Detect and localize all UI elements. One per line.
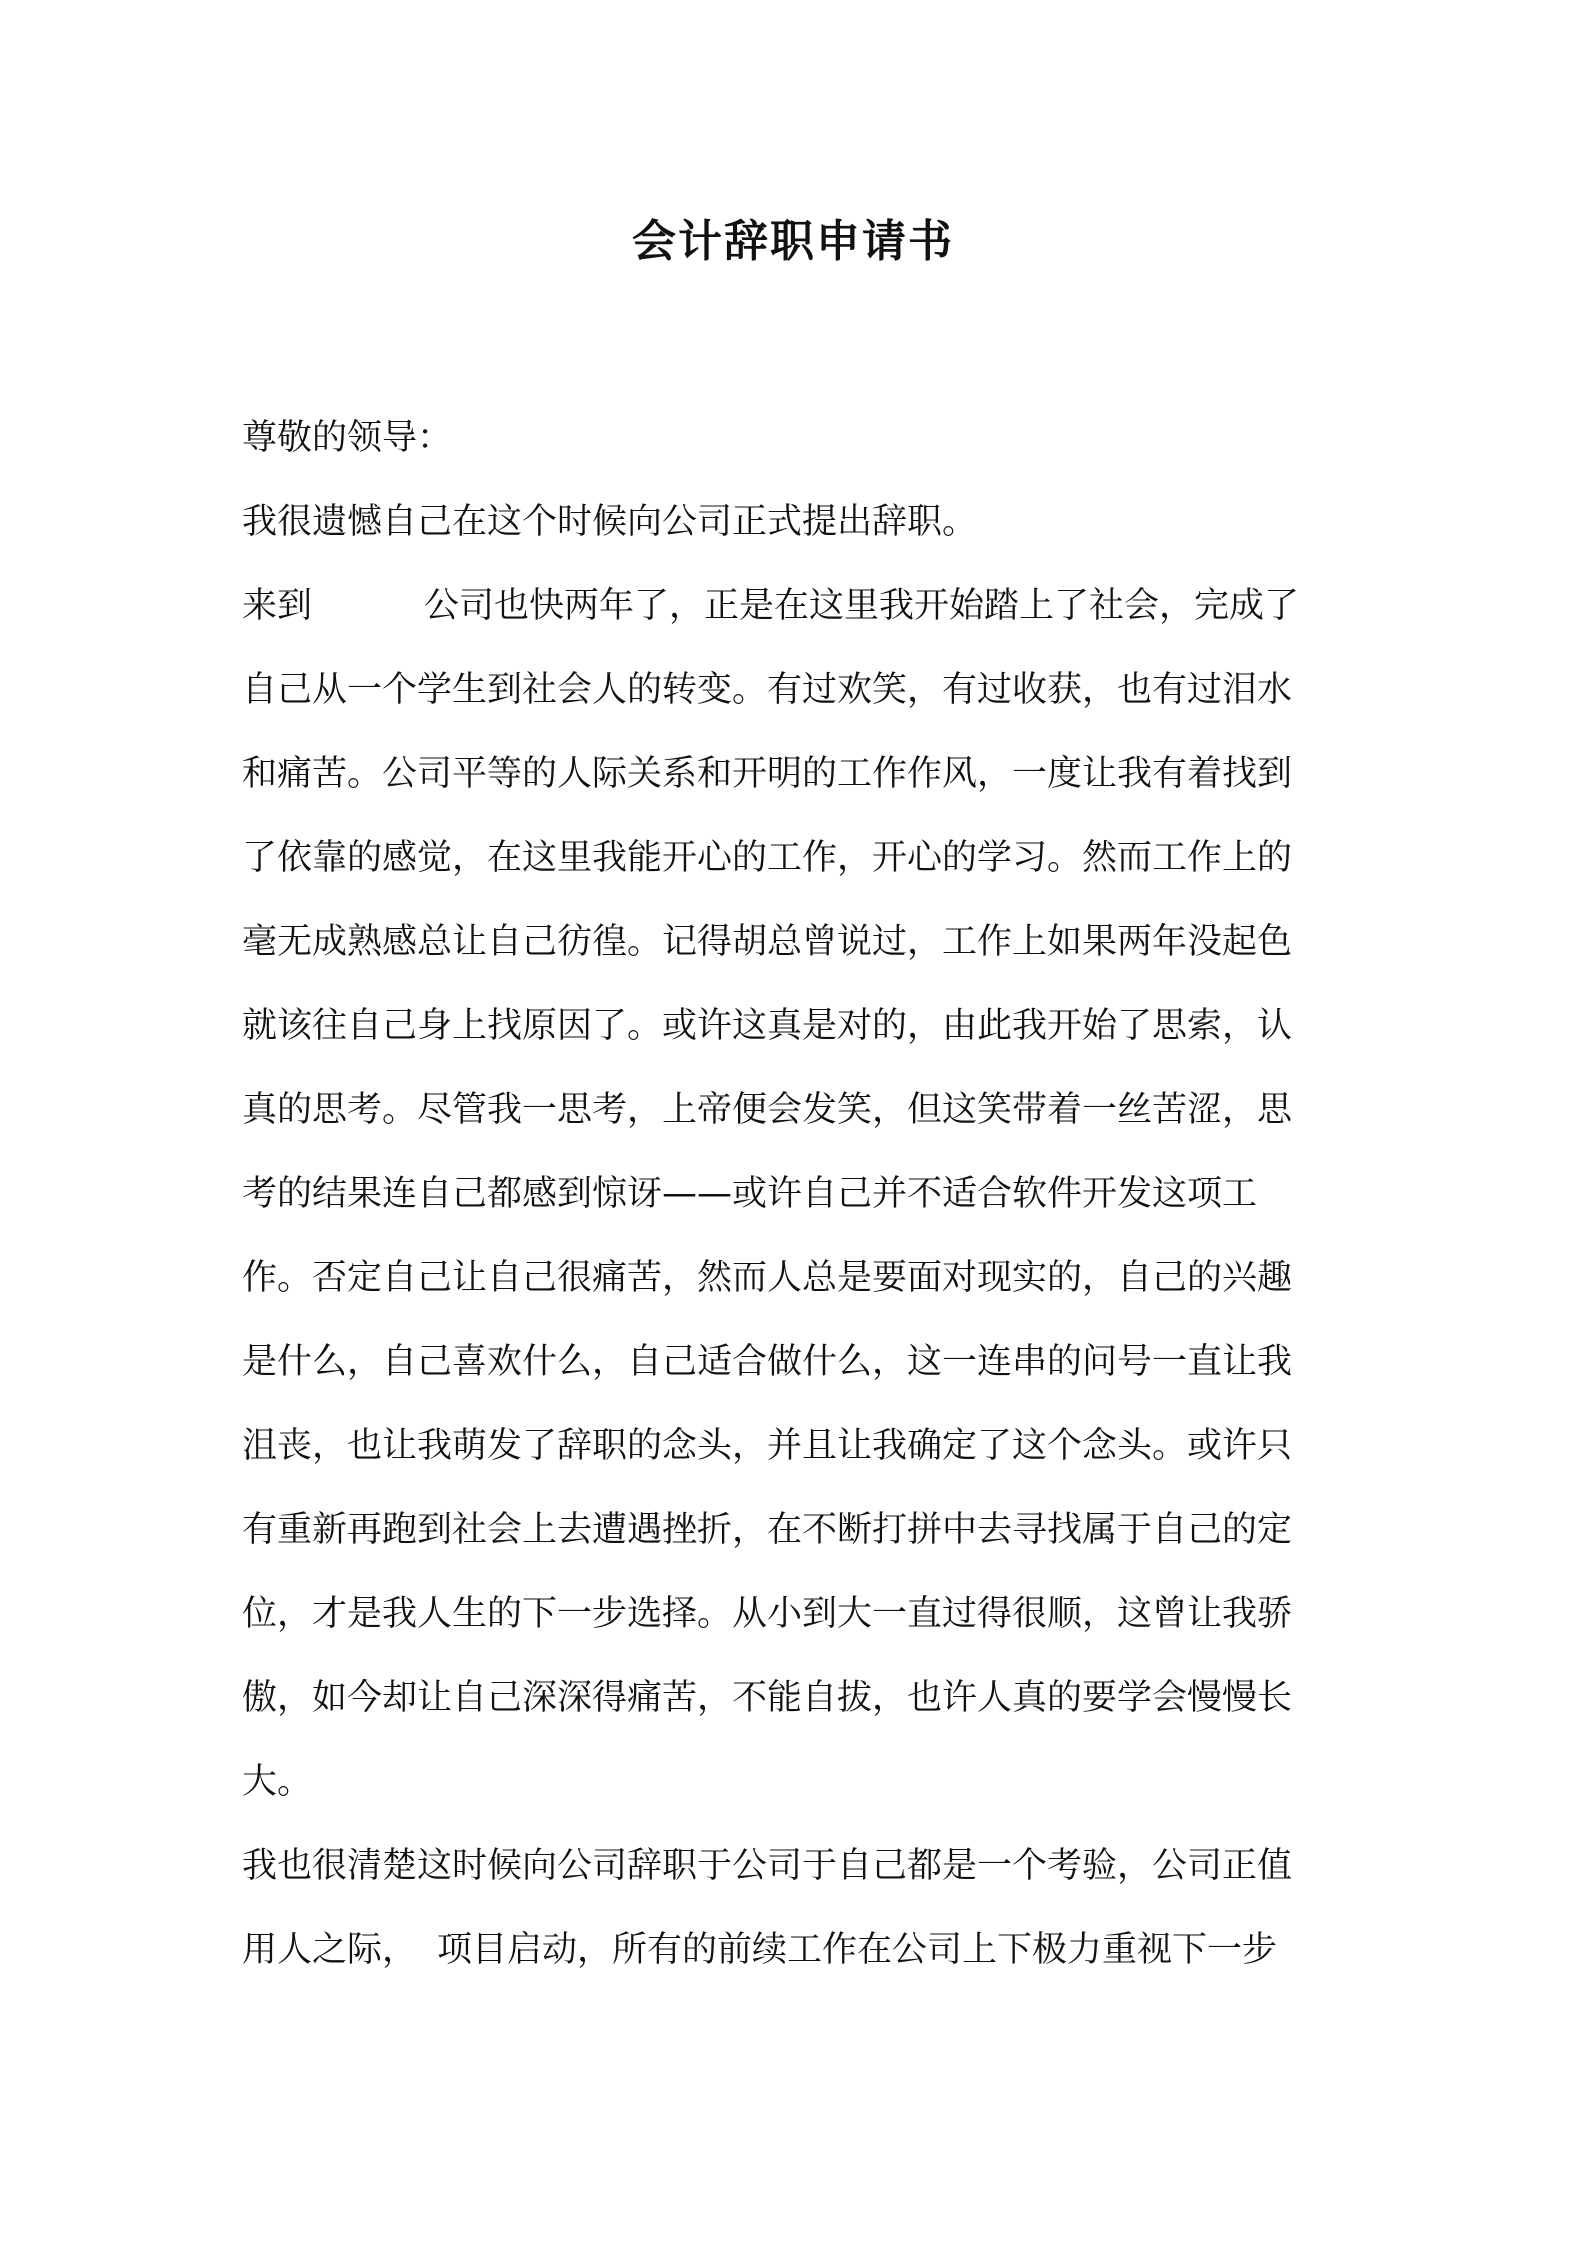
paragraph-line: 傲，如今却让自己深深得痛苦，不能自拔，也许人真的要学会慢慢长 (242, 1678, 1293, 1718)
paragraph-line: 和痛苦。公司平等的人际关系和开明的工作作风，一度让我有着找到 (242, 754, 1293, 794)
salutation: 尊敬的领导： (242, 418, 453, 458)
paragraph-line: 位，才是我人生的下一步选择。从小到大一直过得很顺，这曾让我骄 (242, 1594, 1293, 1634)
paragraph-line: 自己从一个学生到社会人的转变。有过欢笑，有过收获，也有过泪水 (242, 670, 1293, 710)
paragraph-line: 是什么，自己喜欢什么，自己适合做什么，这一连串的问号一直让我 (242, 1342, 1293, 1382)
paragraph-line-rest: 项目启动，所有的前续工作在公司上下极力重视下一步 (437, 1930, 1278, 1970)
paragraph-line: 沮丧，也让我萌发了辞职的念头，并且让我确定了这个念头。或许只 (242, 1426, 1293, 1466)
paragraph-line: 我也很清楚这时候向公司辞职于公司于自己都是一个考验，公司正值 (242, 1846, 1293, 1886)
document-title: 会计辞职申请书 (632, 216, 954, 267)
paragraph-line-rest: 公司也快两年了，正是在这里我开始踏上了社会，完成了 (424, 586, 1300, 626)
paragraph-line-start: 用人之际， (242, 1930, 418, 1970)
paragraph-line: 真的思考。尽管我一思考，上帝便会发笑，但这笑带着一丝苦涩，思 (242, 1090, 1293, 1130)
paragraph-timing (242, 1824, 1360, 1992)
paragraph-line: 了依靠的感觉，在这里我能开心的工作，开心的学习。然而工作上的 (242, 838, 1293, 878)
paragraph-line: 毫无成熟感总让自己彷徨。记得胡总曾说过，工作上如果两年没起色 (242, 922, 1293, 962)
paragraph-resignation-statement: 我很遗憾自己在这个时候向公司正式提出辞职。 (242, 502, 978, 542)
paragraph-line-start: 来到 (242, 586, 313, 626)
paragraph-line: 考的结果连自己都感到惊讶——或许自己并不适合软件开发这项工 (242, 1174, 1258, 1214)
paragraph-line: 作。否定自己让自己很痛苦，然而人总是要面对现实的，自己的兴趣 (242, 1258, 1293, 1298)
paragraph-line: 有重新再跑到社会上去遭遇挫折，在不断打拼中去寻找属于自己的定 (242, 1510, 1293, 1550)
paragraph-line: 就该往自己身上找原因了。或许这真是对的，由此我开始了思索，认 (242, 1006, 1293, 1046)
paragraph-line (242, 1908, 1360, 1992)
paragraph-reflection (242, 564, 1360, 1824)
paragraph-line: 大。 (242, 1762, 313, 1802)
paragraph-line (242, 564, 1360, 648)
